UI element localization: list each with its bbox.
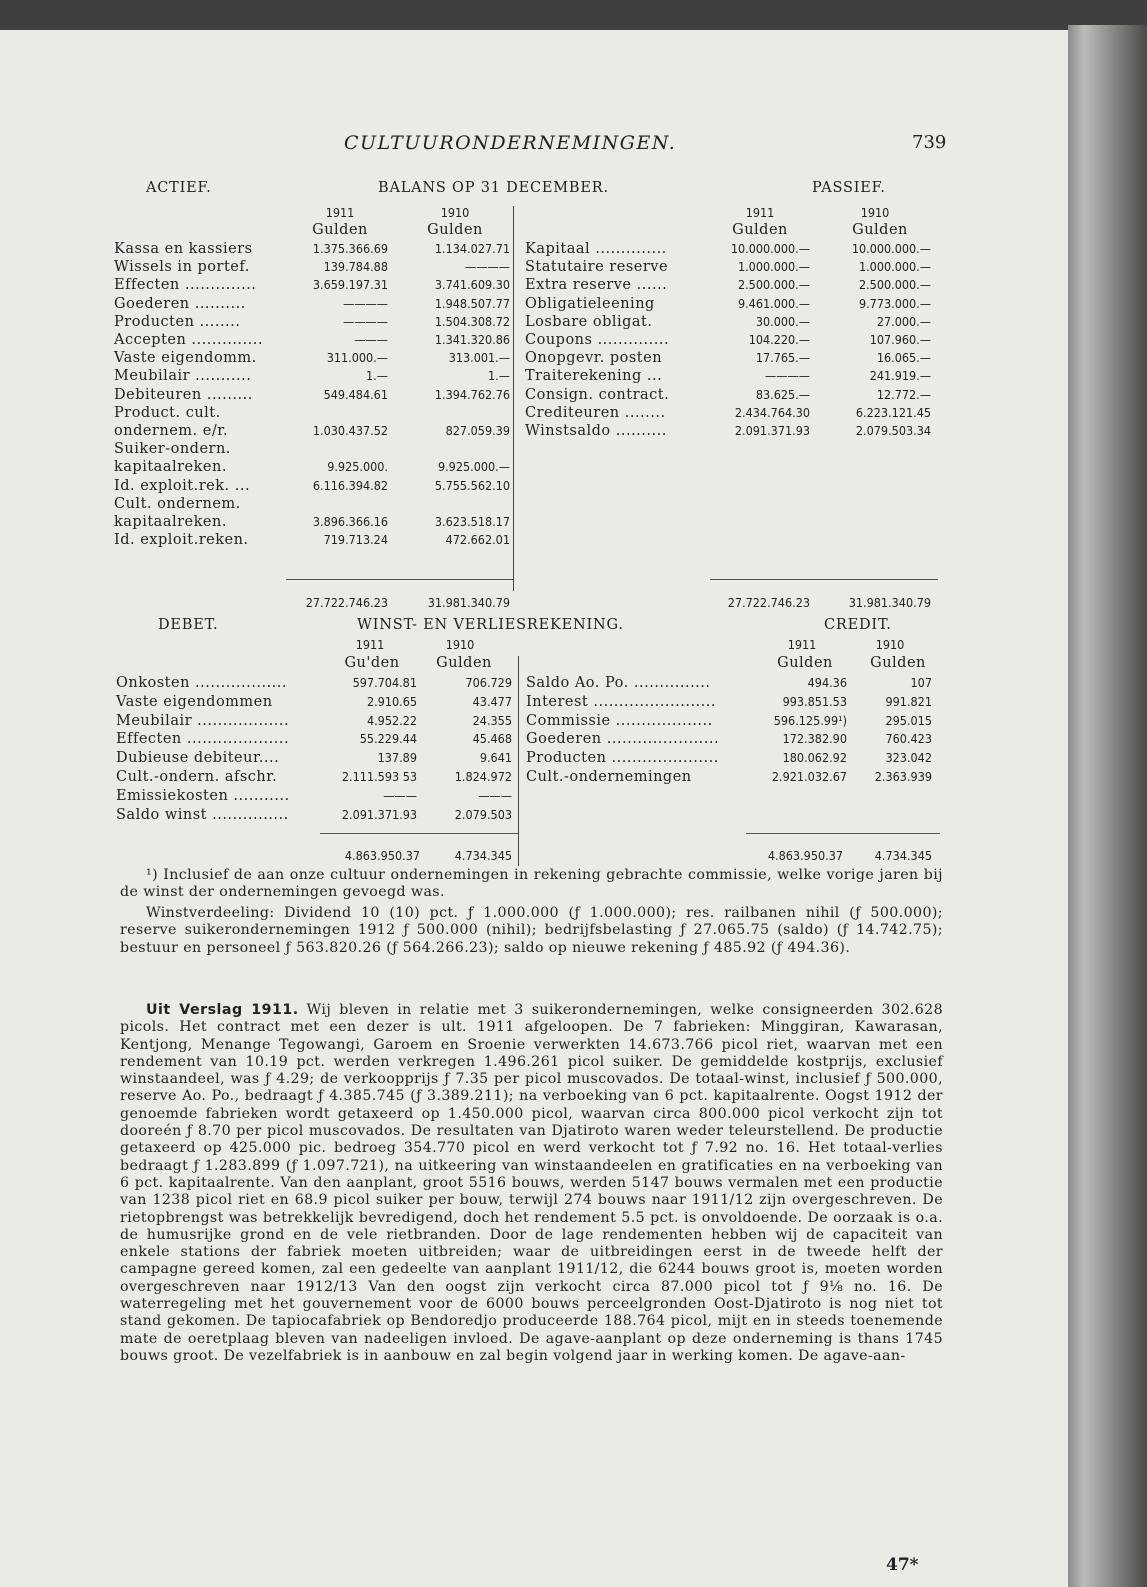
value-1910: 45.468 [472,731,512,747]
value-1911: 719.713.24 [323,532,388,548]
value-1911: 2.111.593 53 [341,769,417,784]
row-label: Product. cult. [114,404,221,421]
value-1911: 2.500.000.— [737,277,810,293]
row-label: Crediteuren ........ [525,404,666,421]
value-1910: 313.001.— [448,350,510,366]
value-1911: 2.091.371.93 [341,806,417,822]
winst-divider [518,656,519,866]
value-1910: 1.341.320.86 [434,332,510,347]
balans-title: BALANS OP 31 DECEMBER. [378,180,609,196]
row-label: kapitaalreken. [114,459,227,476]
debet-unit-1910: Gulden [436,655,492,671]
value-1911: 1.030.437.52 [312,423,388,438]
value-1910: 3.741.609.30 [434,277,510,293]
value-1910: 6.223.121.45 [855,404,931,420]
winst-title: WINST- EN VERLIESREKENING. [357,617,624,633]
value-1910: 1.000.000.— [858,259,931,275]
row-label: ondernem. e/r. [114,423,229,439]
actief-unit-1910: Gulden [427,222,483,238]
value-1911: 2.434.764.30 [734,404,810,420]
row-label: Coupons .............. [525,332,670,348]
row-label: Losbare obligat. [525,313,653,330]
value-1910: 16.065.— [876,350,931,366]
value-1910: 991.821 [885,693,932,709]
actief-label: ACTIEF. [146,180,212,196]
row-label: Accepten .............. [114,332,263,348]
value-1910: ———— [465,259,510,275]
value-1910: 1.824.972 [454,769,512,784]
actief-total-1911: 27.722.746.23 [305,595,388,610]
actief-year-1910: 1910 [440,205,470,220]
credit-unit-1910: Gulden [870,655,926,671]
debet-total-1911: 4.863.950.37 [344,848,420,863]
row-label: Commissie ................... [526,712,713,729]
passief-label: PASSIEF. [812,180,886,196]
value-1911: 180.062.92 [782,750,847,766]
value-1910: 9.641 [479,750,512,766]
credit-total-1911: 4.863.950.37 [767,848,843,863]
row-label: Vaste eigendomm. [114,350,257,367]
value-1911: 2.910.65 [366,693,417,709]
value-1910: 1.— [488,368,510,384]
row-label: Kassa en kassiers [114,241,253,257]
actief-total-rule [286,579,514,580]
row-label: Consign. contract. [525,386,670,403]
value-1911: 172.382.90 [782,731,847,747]
value-1911: 3.659.197.31 [312,277,388,293]
value-1911: 9.461.000.— [737,295,810,311]
value-1910: 24.355 [472,712,512,728]
row-label: Obligatieleening [525,295,655,312]
actief-year-1911: 1911 [325,205,355,220]
value-1910: 1.394.762.76 [434,386,510,402]
value-1910: 9.773.000.— [858,295,931,311]
value-1911: 10.000.000.— [730,241,810,256]
value-1911: 55.229.44 [359,731,417,747]
row-label: kapitaalreken. [114,514,227,530]
row-label: Emissiekosten ........... [116,787,290,804]
passief-unit-1910: Gulden [852,222,908,238]
value-1910: ——— [478,787,512,803]
value-1911: 137.89 [377,750,417,766]
verslag-heading: Uit Verslag 1911. [146,1002,299,1018]
value-1910: 827.059.39 [445,423,510,438]
row-label: Onkosten .................. [116,675,288,691]
row-label: Cult.-ondern. afschr. [116,769,278,785]
signature-mark: 47* [886,1555,919,1575]
value-1911: 2.091.371.93 [734,423,810,438]
credit-unit-1911: Gulden [777,655,833,671]
value-1911: 17.765.— [755,350,810,366]
balans-divider [513,206,514,591]
page-number: 739 [912,132,947,153]
value-1910: 5.755.562.10 [434,477,510,493]
debet-total-rule [320,833,518,834]
value-1911: 6.116.394.82 [312,477,388,493]
passief-unit-1911: Gulden [732,222,788,238]
passief-total-1910: 31.981.340.79 [848,595,931,610]
value-1910: 2.079.503.34 [855,423,931,438]
value-1911: ———— [343,313,388,329]
row-label: Goederen ...................... [526,731,720,748]
value-1911: 83.625.— [755,386,810,402]
value-1910: 107.960.— [869,332,931,347]
value-1910: 1.948.507.77 [434,295,510,311]
row-label: Suiker-ondern. [114,441,231,458]
value-1911: 549.484.61 [323,386,388,402]
value-1910: 43.477 [472,693,512,709]
row-label: Cult. ondernem. [114,495,241,512]
credit-total-rule [746,833,940,834]
value-1910: 2.079.503 [454,806,512,822]
value-1910: 9.925.000.— [437,459,510,475]
row-label: Interest ........................ [526,693,716,710]
row-label: Debiteuren ......... [114,386,253,403]
credit-year-1911: 1911 [787,637,817,652]
value-1911: 1.— [366,368,388,384]
debet-label: DEBET. [158,617,219,633]
value-1911: 993.851.53 [782,693,847,709]
value-1910: 1.134.027.71 [434,241,510,256]
row-label: Meubilair .................. [116,712,290,729]
row-label: Saldo winst ............... [116,806,289,823]
value-1911: 3.896.366.16 [312,514,388,529]
row-label: Goederen .......... [114,295,246,312]
value-1910: 472.662.01 [445,532,510,548]
value-1910: 295.015 [885,712,932,728]
value-1911: 4.952.22 [366,712,417,728]
row-label: Cult.-ondernemingen [526,769,692,785]
row-label: Meubilair ........... [114,368,252,385]
row-label: Kapitaal .............. [525,241,667,257]
value-1910: 1.504.308.72 [434,313,510,329]
footnote: ¹) Inclusief de aan onze cultuur ondernemingen in rekening gebrachte commissie, welke vorige jaren bij de winst der ondernemingen gevoegd was. [120,867,943,901]
row-label: Wissels in portef. [114,259,250,276]
debet-total-1910: 4.734.345 [454,848,512,863]
row-label: Statutaire reserve [525,259,669,276]
value-1911: 597.704.81 [352,675,417,690]
credit-year-1910: 1910 [875,637,905,652]
value-1910: 760.423 [885,731,932,747]
scan-top-border [0,0,1147,30]
value-1911: ——— [383,787,417,803]
value-1911: 2.921.032.67 [771,769,847,784]
value-1910: 12.772.— [876,386,931,402]
value-1910: 241.919.— [869,368,931,384]
value-1911: 1.375.366.69 [312,241,388,256]
value-1910: 27.000.— [876,313,931,329]
value-1911: 9.925.000. [327,459,388,475]
value-1910: 3.623.518.17 [434,514,510,529]
row-label: Id. exploit.reken. [114,532,249,549]
debet-year-1911: 1911 [355,637,385,652]
row-label: Saldo Ao. Po. ............... [526,675,711,691]
value-1910: 706.729 [465,675,512,690]
debet-unit-1911: Gu'den [344,655,400,671]
value-1910: 107 [910,675,932,690]
actief-unit-1911: Gulden [312,222,368,238]
value-1910: 323.042 [885,750,932,766]
value-1911: 104.220.— [748,332,810,347]
actief-total-1910: 31.981.340.79 [427,595,510,610]
passief-year-1911: 1911 [745,205,775,220]
running-title: CULTUURONDERNEMINGEN. [344,132,677,154]
row-label: Effecten .................... [116,731,290,748]
value-1910: 2.500.000.— [858,277,931,293]
value-1911: 30.000.— [755,313,810,329]
row-label: Id. exploit.rek. ... [114,477,251,494]
book-page-edge [1068,25,1147,1587]
row-label: Traiterekening ... [525,368,663,385]
value-1910: 10.000.000.— [851,241,931,256]
credit-label: CREDIT. [824,617,892,633]
row-label: Effecten .............. [114,277,257,294]
value-1911: 494.36 [807,675,847,690]
passief-total-rule [710,579,938,580]
verslag-paragraph [120,1002,943,1365]
value-1911: 311.000.— [326,350,388,366]
row-label: Producten ..................... [526,750,719,767]
value-1911: ———— [765,368,810,384]
row-label: Winstsaldo .......... [525,423,667,439]
value-1910: 2.363.939 [874,769,932,784]
value-1911: 596.125.99¹) [773,712,847,728]
value-1911: ——— [354,332,388,347]
row-label: Vaste eigendommen [116,693,273,710]
value-1911: 139.784.88 [323,259,388,275]
verslag-text: Wij bleven in relatie met 3 suikerondernemingen, welke consigneerden 302.628 picols. Het contract met een dezer is ult. 1911 afgeloopen. De 7 fabrieken: Minggiran, Kawarasan, Kentjong, Menange Tegowangi, Garoem en Sroenie verwerkten 14.673.766 picol riet, waarvan met een rendement van 10.19 pct. werden verkregen 1.496.261 picol suiker. De gemiddelde kostprijs, exclusief winstaandeel, was ƒ 4.29; de verkoopprijs ƒ 7.35 per picol muscovados. De totaal-winst, inclusief ƒ 500.000, reserve Ao. Po., bedraagt ƒ 4.385.745 (ƒ 3.389.211); na verboeking van 6 pct. kapitaalrente. Oogst 1912 der genoemde fabrieken wordt getaxeerd op 1.450.000 picol, waarvan circa 800.000 picol verkocht zijn tot dooreén ƒ 8.70 per picol muscovados. De resultaten van Djatiroto waren weder teleurstellend. De productie getaxeerd op 425.000 pic. bedroeg 354.770 picol en werd verkocht tot ƒ 7.92 no. 16. Het totaal-verlies bedraagt ƒ 1.283.899 (ƒ 1.097.721), na uitkeering van winstaandeelen en gratificaties en na verboeking van 6 pct. kapitaalrente. Van den aanplant, groot 5516 bouws, werden 5147 bouws vermalen met een productie van 1238 picol riet en 68.9 picol suiker per bouw, terwijl 274 bouws naar 1911/12 zijn overgeschreven. De rietopbrengst was betrekkelijk bevredigend, doch het rendement 5.5 pct. is onvoldoende. De oorzaak is o.a. de humusrijke grond en de vele rietbranden. Door de lage rendementen hebben wij de capaciteit van enkele stations der fabriek moeten uitbreiden; waar de uitbreidingen eerst in de tweede helft der campagne gereed komen, zal een gedeelte van aanplant 1911/12, die 6244 bouws groot is, moeten worden overgeschreven naar 1912/13 Van den oogst zijn verkocht circa 87.000 picol tot ƒ 9⅛ no. 16. De waterregeling met het gouvernement voor de 6000 bouws perceelgronden Oost-Djatiroto is nog niet tot stand gekomen. De tapiocafabriek op Bendoredjo produceerde 188.764 picol, mijt en in steeds toenemende mate de oeretplaag bleven van nadeeligen invloed. De agave-aanplant op deze onderneming is thans 1745 bouws groot. De vezelfabriek is in aanbouw en zal begin volgend jaar in werking komen. De agave-aan- [120,1002,943,1364]
value-1911: 1.000.000.— [737,259,810,275]
winstverdeeling: Winstverdeeling: Dividend 10 (10) pct. ƒ 1.000.000 (ƒ 1.000.000); res. railbanen nihil (ƒ 500.000); reserve suikerondernemingen 1912 ƒ 500.000 (nihil); bedrijfsbelasting ƒ 27.065.75 (saldo) (ƒ 14.742.75); bestuur en personeel ƒ 563.820.26 (ƒ 564.266.23); saldo op nieuwe rekening ƒ 485.92 (ƒ 494.36). [120,905,943,956]
passief-year-1910: 1910 [860,205,890,220]
row-label: Extra reserve ...... [525,277,668,294]
row-label: Producten ........ [114,313,241,330]
credit-total-1910: 4.734.345 [874,848,932,863]
row-label: Onopgevr. posten [525,350,663,367]
value-1911: ———— [343,295,388,311]
debet-year-1910: 1910 [445,637,475,652]
passief-total-1911: 27.722.746.23 [727,595,810,610]
row-label: Dubieuse debiteur.... [116,750,280,767]
